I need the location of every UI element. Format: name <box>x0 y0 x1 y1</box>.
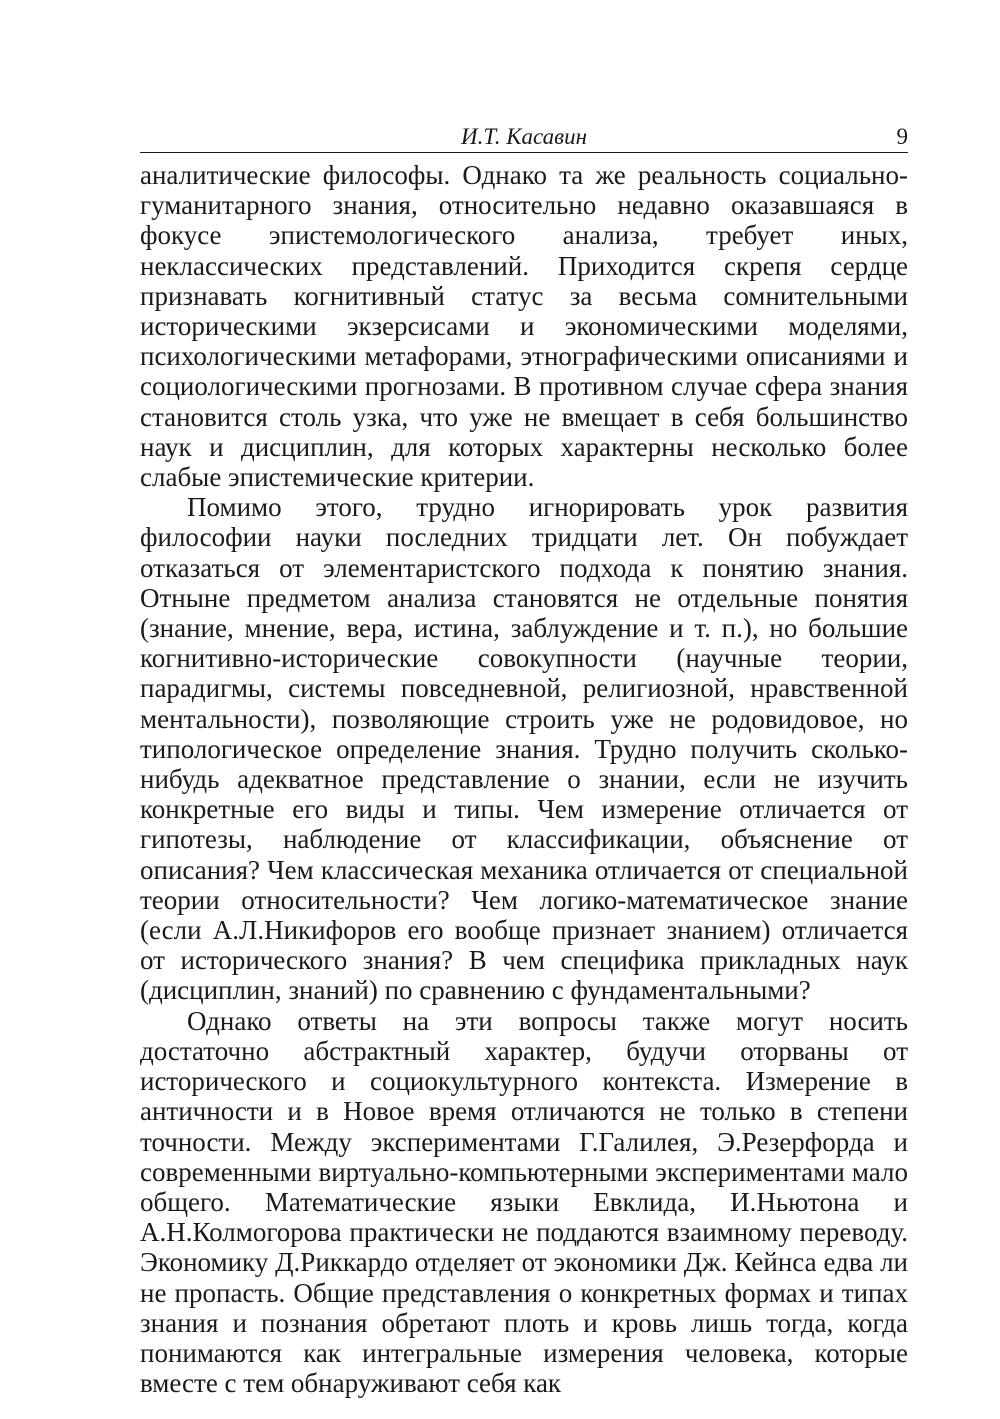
paragraph: Однако ответы на эти вопросы также могут носить достаточно абстрактный характер, будучи оторваны от исторического и социокультурного контекста. Измерение в античности и в Новое время отличаются не только в степени точности. Между экспериментами Г.Галилея, Э.Резерфорда и современными виртуально-компьютерными экспериментами мало общего. Математические языки Евклида, И.Ньютона и А.Н.Колмогорова практически не поддаются взаимному переводу. Экономику Д.Риккардо отделяет от экономики Дж. Кейнса едва ли не пропасть. Общие представления о конкретных формах и типах знания и познания обретают плоть и кровь лишь тогда, когда понимаются как интегральные измерения человека, которые вместе с тем обнаруживают себя как <box>140 1005 908 1399</box>
page-number: 9 <box>896 124 908 149</box>
paragraph: Помимо этого, трудно игнорировать урок развития философии науки последних тридцати лет. Он побуждает отказаться от элементаристского подхода к понятию знания. Отныне предметом анализа становятся не отдельные понятия (знание, мнение, вера, истина, заблуждение и т. п.), но большие когнитивно-исторические совокупности (научные теории, парадигмы, системы повседневной, религиозной, нравственной ментальности), позволяющие строить уже не родовидовое, но типологическое определение знания. Трудно получить сколько-нибудь адекватное представление о знании, если не изучить конкретные его виды и типы. Чем измерение отличается от гипотезы, наблюдение от классификации, объяснение от описания? Чем классическая механика отличается от специальной теории относительности? Чем логико-математическое знание (если А.Л.Никифоров его вообще признает знанием) отличается от исторического знания? В чем специфика прикладных наук (дисциплин, знаний) по сравнению с фундаментальными? <box>140 492 908 1006</box>
body-text <box>140 160 908 1398</box>
book-page <box>140 0 908 1419</box>
running-title: И.Т. Касавин <box>461 124 587 149</box>
paragraph: аналитические философы. Однако та же реальность социально-гуманитарного знания, относительно недавно оказавшаяся в фокусе эпистемологического анализа, требует иных, неклассических представлений. Приходится скрепя сердце признавать когнитивный статус за весьма сомнительными историческими экзерсисами и экономическими моделями, психологическими метафорами, этнографическими описаниями и социологическими прогнозами. В противном случае сфера знания становится столь узка, что уже не вмещает в себя большинство наук и дисциплин, для которых характерны несколько более слабые эпистемические критерии. <box>140 160 908 493</box>
running-header <box>140 118 908 153</box>
